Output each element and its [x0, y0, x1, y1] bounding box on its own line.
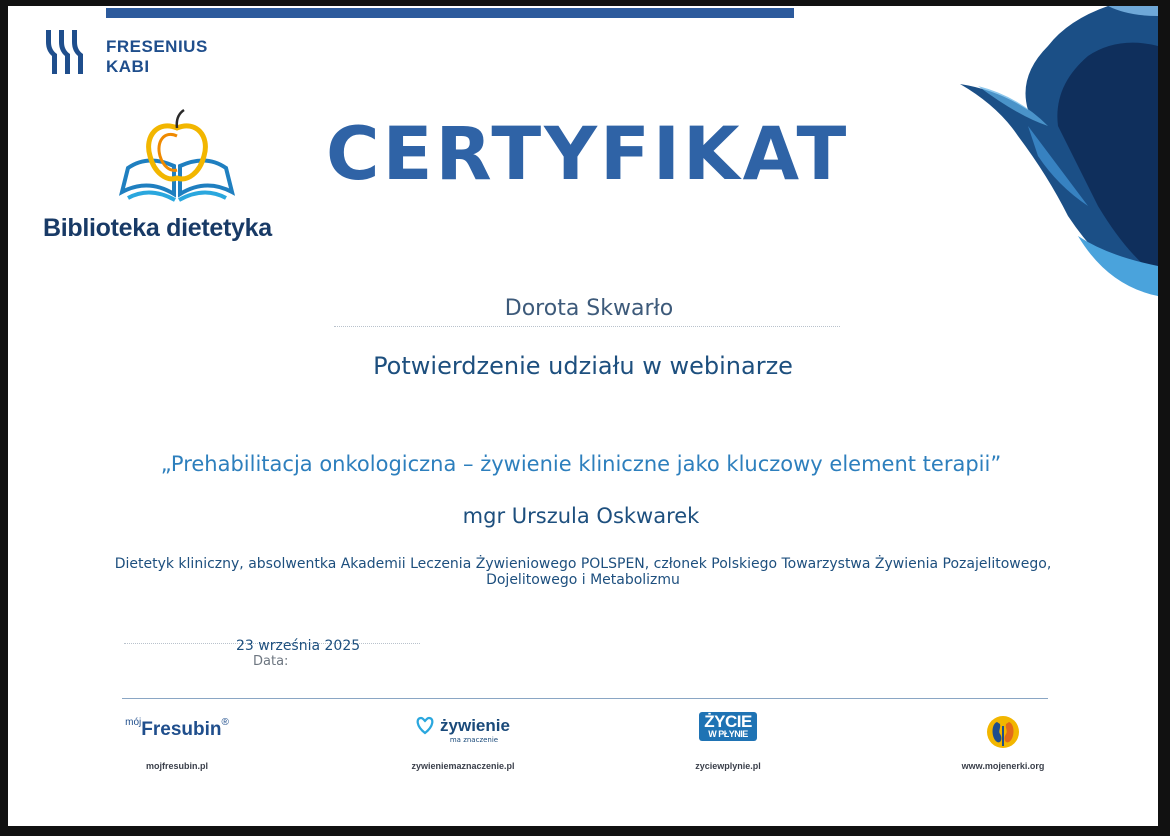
footer-divider — [122, 698, 1048, 699]
date-value: 23 września 2025 — [236, 638, 361, 654]
fresenius-kabi-logo-icon — [44, 28, 94, 78]
partner-fresubin — [112, 712, 242, 771]
zywienie-tagline: ma znaczenie — [449, 736, 499, 744]
top-accent-bar — [106, 8, 794, 18]
fresenius-kabi-logo — [44, 28, 234, 78]
company-line1: FRESENIUS — [106, 37, 208, 56]
speaker-description-line1: Dietetyk kliniczny, absolwentka Akademii Leczenia Żywieniowego POLSPEN, członek Polskiego Towarzystwa Żywienia Pozajelitowego, — [114, 556, 1052, 572]
date-label: Data: — [253, 654, 289, 669]
certificate-page — [8, 6, 1158, 826]
fresenius-kabi-wordmark — [106, 37, 208, 77]
partner-zycie-w-plynie — [668, 712, 788, 771]
zycie-line1: ŻYCIE — [704, 712, 752, 731]
library-name: Biblioteka dietetyka — [43, 214, 272, 242]
zycie-w-plynie-logo — [668, 712, 788, 752]
partner-url-zycie: zyciewplynie.pl — [695, 761, 761, 771]
kidney-logo-icon — [983, 712, 1023, 752]
speaker-description-line2: Dojelitowego i Metabolizmu — [486, 572, 680, 588]
brush-stroke-decoration — [958, 6, 1158, 296]
partner-url-mojenerki: www.mojenerki.org — [961, 761, 1045, 771]
name-dotted-line — [334, 326, 840, 327]
speaker-description — [48, 556, 1118, 588]
company-line2: KABI — [106, 57, 150, 76]
participant-name: Dorota Skwarło — [504, 296, 674, 321]
webinar-title: „Prehabilitacja onkologiczna – żywienie kliniczne jako kluczowy element terapii” — [160, 452, 1002, 476]
zywienie-logo — [388, 712, 538, 752]
fresubin-logo — [112, 712, 242, 752]
fresubin-mark: ® — [221, 717, 229, 728]
heart-icon — [414, 714, 436, 736]
partner-url-fresubin: mojfresubin.pl — [145, 761, 208, 771]
fresubin-prefix: mój — [125, 717, 142, 728]
mojenerki-logo — [948, 712, 1058, 752]
certificate-title: CERTYFIKAT — [326, 112, 850, 197]
speaker-name: mgr Urszula Oskwarek — [462, 504, 700, 528]
zycie-badge — [699, 712, 757, 741]
confirmation-text: Potwierdzenie udziału w webinarze — [373, 352, 793, 380]
zycie-line2: W PŁYNIE — [708, 729, 748, 739]
partner-mojenerki — [948, 712, 1058, 771]
partner-zywienie — [388, 712, 538, 771]
apple-book-icon — [118, 108, 236, 204]
zywienie-name: żywienie — [440, 716, 510, 735]
fresubin-name: Fresubin — [141, 719, 222, 740]
partner-url-zywienie: zywieniemaznaczenie.pl — [411, 761, 515, 771]
